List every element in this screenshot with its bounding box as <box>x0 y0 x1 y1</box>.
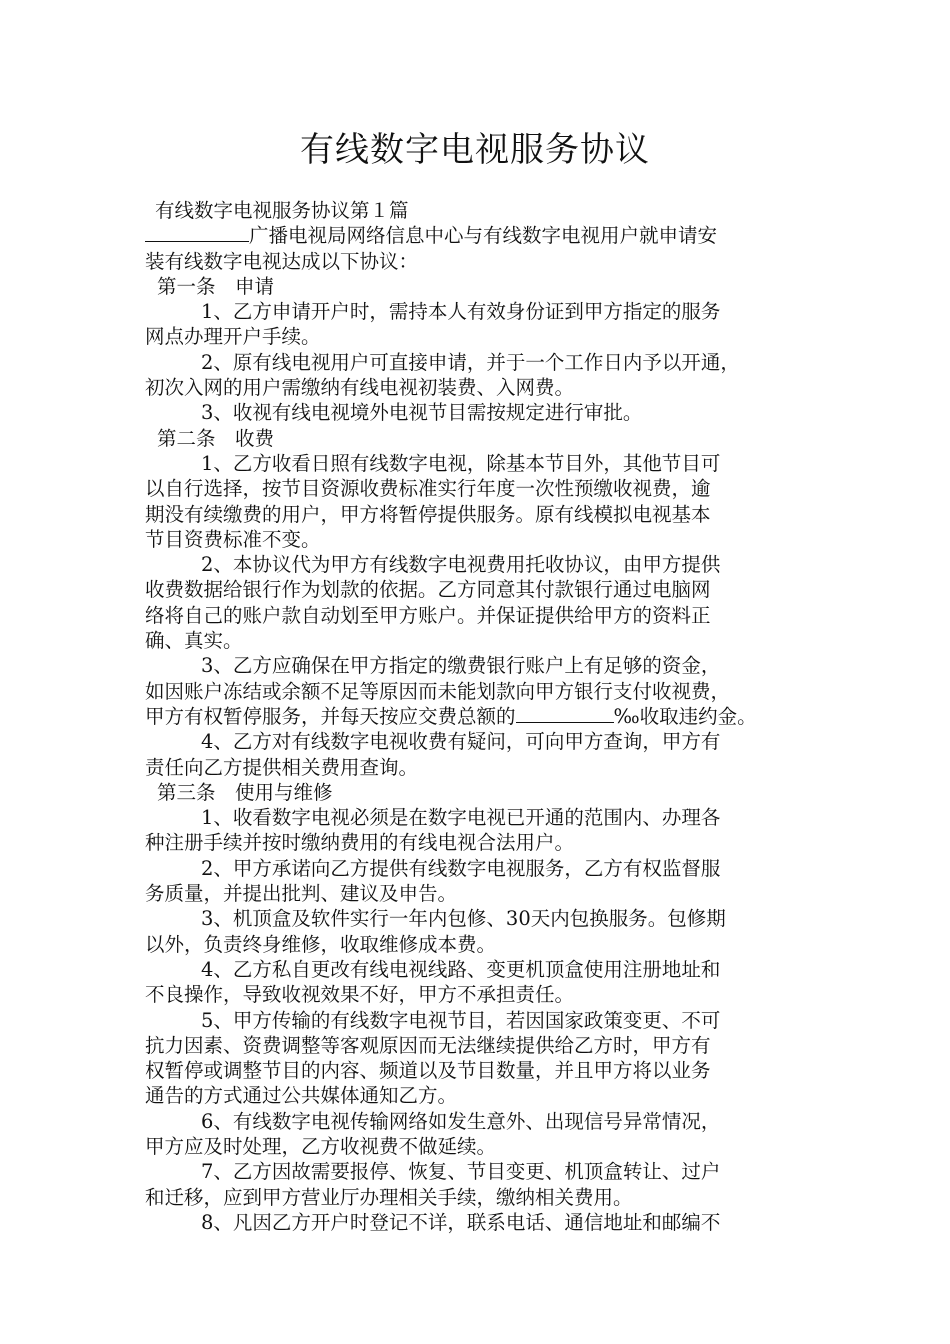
penalty-text-end: ‰收取违约金。 <box>613 704 757 728</box>
paragraph-line: 1、乙方申请开户时，需持本人有效身份证到甲方指定的服务 <box>201 300 721 324</box>
paragraph-line: 期没有续缴费的用户，甲方将暂停提供服务。原有线模拟电视基本 <box>145 502 711 526</box>
article-heading-3: 第三条 使用与维修 <box>157 780 333 804</box>
paragraph-line: 4、乙方私自更改有线电视线路、变更机顶盒使用注册地址和 <box>201 957 721 981</box>
paragraph-line: 确、真实。 <box>145 629 243 653</box>
paragraph-line: 1、收看数字电视必须是在数字电视已开通的范围内、办理各 <box>201 806 721 830</box>
paragraph-line: 种注册手续并按时缴纳费用的有线电视合法用户。 <box>145 831 575 855</box>
paragraph-line: 权暂停或调整节目的内容、频道以及节目数量，并且甲方将以业务 <box>145 1059 711 1083</box>
paragraph-line: 甲方应及时处理，乙方收视费不做延续。 <box>145 1134 497 1158</box>
paragraph-line: 责任向乙方提供相关费用查询。 <box>145 755 419 779</box>
paragraph-line: 以外，负责终身维修，收取维修成本费。 <box>145 932 497 956</box>
paragraph-line-with-blank <box>145 704 815 729</box>
paragraph-line: 3、收视有线电视境外电视节目需按规定进行审批。 <box>201 401 643 425</box>
paragraph-line: 通告的方式通过公共媒体通知乙方。 <box>145 1084 458 1108</box>
article-heading-2: 第二条 收费 <box>157 426 275 450</box>
subtitle: 有线数字电视服务协议第１篇 <box>155 199 409 222</box>
intro-text-1: 广播电视局网络信息中心与有线数字电视用户就申请安 <box>249 224 718 248</box>
paragraph-line: 8、凡因乙方开户时登记不详，联系电话、通信地址和邮编不 <box>201 1210 721 1234</box>
blank-underline <box>145 223 249 242</box>
intro-line-1 <box>145 223 815 248</box>
article-heading-1: 第一条 申请 <box>157 274 275 298</box>
paragraph-line: 3、乙方应确保在甲方指定的缴费银行账户上有足够的资金， <box>201 654 721 678</box>
document-title: 有线数字电视服务协议 <box>300 130 650 170</box>
paragraph-line: 1、乙方收看日照有线数字电视，除基本节目外，其他节目可 <box>201 451 721 475</box>
paragraph-line: 3、机顶盒及软件实行一年内包修、30天内包换服务。包修期 <box>201 907 726 931</box>
paragraph-line: 和迁移，应到甲方营业厅办理相关手续，缴纳相关费用。 <box>145 1185 633 1209</box>
paragraph-line: 务质量，并提出批判、建议及申告。 <box>145 882 458 906</box>
paragraph-line: 如因账户冻结或余额不足等原因而未能划款向甲方银行支付收视费， <box>145 679 731 703</box>
paragraph-line: 节目资费标准不变。 <box>145 527 321 551</box>
blank-underline <box>516 704 614 723</box>
paragraph-line: 7、乙方因故需要报停、恢复、节目变更、机顶盒转让、过户 <box>201 1160 721 1184</box>
paragraph-line: 2、甲方承诺向乙方提供有线数字电视服务，乙方有权监督服 <box>201 856 721 880</box>
intro-line-2: 装有线数字电视达成以下协议： <box>145 249 419 273</box>
document-body <box>145 198 815 1235</box>
paragraph-line: 不良操作，导致收视效果不好，甲方不承担责任。 <box>145 983 575 1007</box>
paragraph-line: 收费数据给银行作为划款的依据。乙方同意其付款银行通过电脑网 <box>145 578 711 602</box>
paragraph-line: 2、原有线电视用户可直接申请，并于一个工作日内予以开通， <box>201 350 740 374</box>
paragraph-line: 4、乙方对有线数字电视收费有疑问，可向甲方查询，甲方有 <box>201 730 721 754</box>
paragraph-line: 5、甲方传输的有线数字电视节目，若因国家政策变更、不可 <box>201 1008 721 1032</box>
paragraph-line: 网点办理开户手续。 <box>145 325 321 349</box>
penalty-text-start: 甲方有权暂停服务，并每天按应交费总额的 <box>145 704 516 728</box>
paragraph-line: 络将自己的账户款自动划至甲方账户。并保证提供给甲方的资料正 <box>145 603 711 627</box>
paragraph-line: 初次入网的用户需缴纳有线电视初装费、入网费。 <box>145 376 575 400</box>
paragraph-line: 抗力因素、资费调整等客观原因而无法继续提供给乙方时，甲方有 <box>145 1033 711 1057</box>
paragraph-line: 以自行选择，按节目资源收费标准实行年度一次性预缴收视费，逾 <box>145 477 711 501</box>
paragraph-line: 6、有线数字电视传输网络如发生意外、出现信号异常情况， <box>201 1109 721 1133</box>
paragraph-line: 2、本协议代为甲方有线数字电视费用托收协议，由甲方提供 <box>201 553 721 577</box>
